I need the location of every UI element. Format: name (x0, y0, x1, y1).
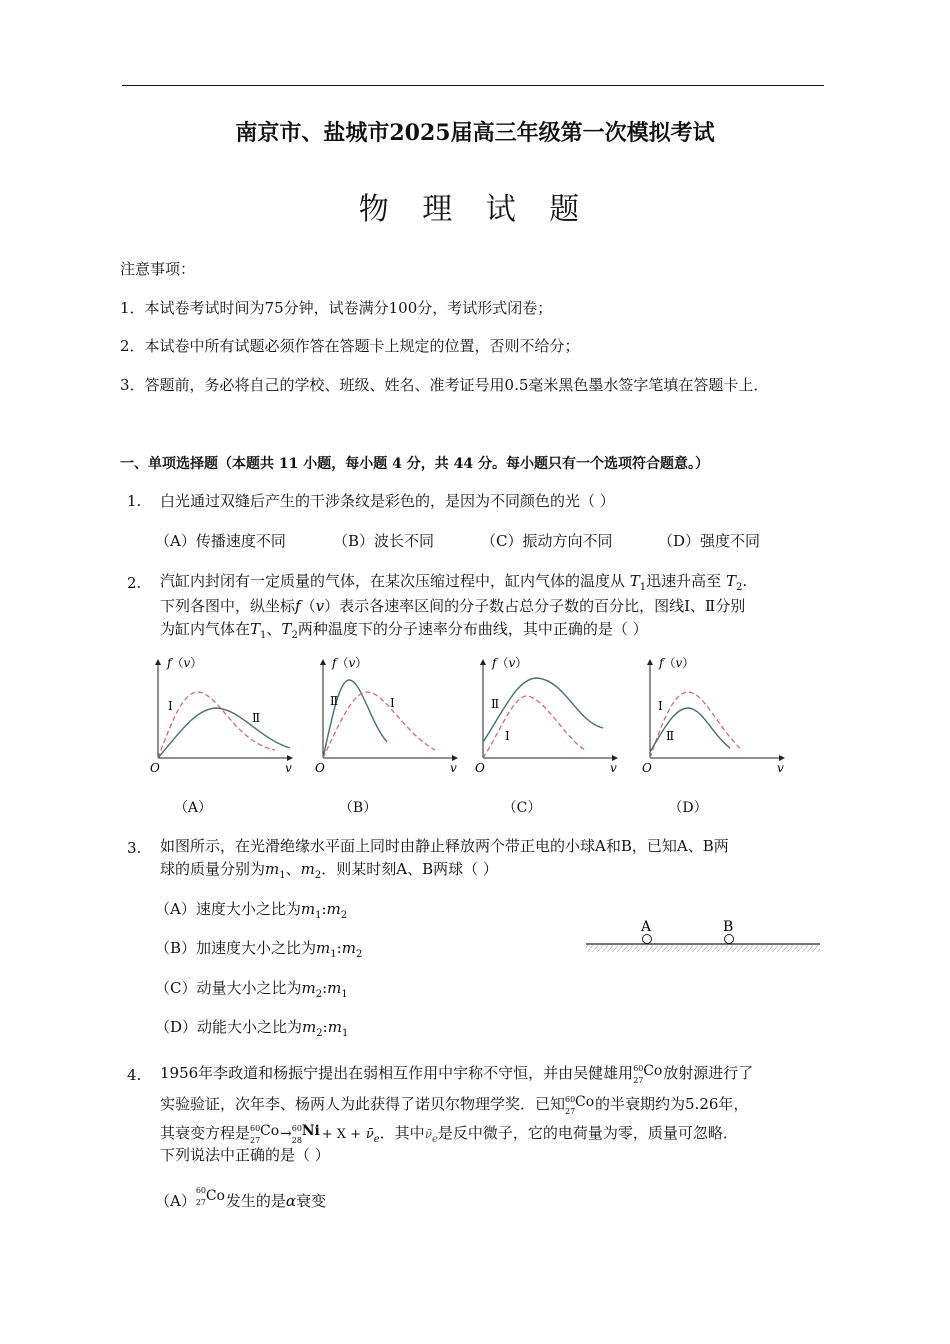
exam-title: 南京市、盐城市2025届高三年级第一次模拟考试 (235, 120, 715, 146)
co60-symbol: 60 27 Co (633, 1063, 663, 1085)
svg-text:O: O (150, 761, 160, 775)
q4-option-a: （A） 60 27 Co 发生的是α衰变 (155, 1186, 327, 1210)
svg-text:v: v (285, 761, 292, 775)
svg-text:Ⅰ: Ⅰ (390, 696, 395, 710)
q3-option-a: （A）速度大小之比为$m_1:m_2$ (155, 900, 348, 921)
svg-text:O: O (315, 761, 325, 775)
q3-line-1: 如图所示，在光滑绝缘水平面上同时由静止释放两个带正电的小球A和B，已知A、B两 (160, 837, 729, 855)
svg-text:f（v）: f（v） (167, 656, 203, 670)
q4-line-1: 1956年李政道和杨振宁提出在弱相互作用中宇称不守恒，并由吴健雄用 60 27 Co 放射源进行了 (160, 1063, 754, 1085)
svg-text:O: O (642, 761, 652, 775)
svg-text:Ⅰ: Ⅰ (658, 699, 663, 713)
q1-stem: 白光通过双缝后产生的干涉条纹是彩色的，是因为不同颜色的光（ ） (160, 492, 615, 510)
svg-text:v: v (777, 761, 784, 775)
notice-heading: 注意事项： (120, 260, 196, 278)
svg-text:Ⅱ: Ⅱ (330, 694, 339, 708)
svg-text:v: v (610, 761, 617, 775)
graph-b (315, 656, 457, 775)
q3-number: 3. (127, 839, 142, 857)
q2-number: 2. (127, 574, 142, 592)
q2-line-1: 汽缸内封闭有一定质量的气体，在某次压缩过程中，缸内气体的温度从 $T_1$迅速升高至 $T_2$. (160, 572, 748, 593)
decay-ni-symbol: 60 28 Ni (291, 1123, 320, 1145)
top-rule (122, 85, 824, 86)
q3-option-d: （D）动能大小之比为$m_2:m_1$ (155, 1018, 349, 1039)
svg-text:Ⅱ: Ⅱ (491, 697, 500, 711)
svg-text:v: v (450, 761, 457, 775)
graph-a-label: （A） (173, 800, 213, 816)
notice-item-3: 3．答题前，务必将自己的学校、班级、姓名、准考证号用0.5毫米黑色墨水签字笔填在答题卡上． (120, 376, 769, 394)
graph-d-label: （D） (668, 800, 708, 816)
notice-item-1: 1．本试卷考试时间为75分钟，试卷满分100分，考试形式闭卷； (120, 299, 553, 317)
ball-a-label: A (641, 919, 652, 935)
svg-text:Ⅱ: Ⅱ (252, 711, 261, 725)
graph-b-label: （B） (338, 800, 378, 816)
co60-symbol: 60 27 Co (195, 1186, 225, 1207)
graph-c (475, 656, 617, 775)
q3-option-b: （B）加速度大小之比为$m_1:m_2$ (155, 939, 363, 960)
decay-co-symbol: 60 27 Co (250, 1123, 280, 1145)
q2-line-3: 为缸内气体在$T_1$、$T_2$两种温度下的分子速率分布曲线，其中正确的是（ ） (160, 620, 648, 641)
q3-line-2: 球的质量分别为$m_1$、$m_2$．则某时刻A、B两球（ ） (160, 860, 498, 881)
svg-text:Ⅰ: Ⅰ (505, 729, 510, 743)
q2-graphs (140, 652, 800, 782)
q1-option-a: （A）传播速度不同 (155, 532, 286, 550)
q3-figure (584, 914, 824, 956)
co60-symbol: 60 27 Co (565, 1094, 595, 1116)
subject-title: 物 理 试 题 (358, 192, 592, 227)
svg-text:f（v）: f（v） (659, 656, 695, 670)
svg-text:Ⅱ: Ⅱ (666, 729, 675, 743)
q4-line-2: 实验验证，次年李、杨两人为此获得了诺贝尔物理学奖．已知 60 27 Co 的半衰期约为5.26年， (160, 1094, 749, 1116)
q4-number: 4. (127, 1066, 142, 1084)
notice-item-2: 2．本试卷中所有试题必须作答在答题卡上规定的位置，否则不给分； (120, 337, 580, 355)
q4-line-4: 下列说法中正确的是（ ） (160, 1146, 330, 1164)
svg-text:O: O (475, 761, 485, 775)
graph-c-label: （C） (502, 800, 542, 816)
ball-b-label: B (723, 919, 734, 935)
svg-text:Ⅰ: Ⅰ (168, 699, 173, 713)
graph-a (150, 656, 292, 775)
q2-line-2: 下列各图中，纵坐标f（v）表示各速率区间的分子数占总分子数的百分比，图线Ⅰ、Ⅱ分别 (160, 597, 746, 615)
graph-d (642, 656, 784, 775)
q1-option-c: （C）振动方向不同 (481, 532, 613, 550)
q4-line-3: 其衰变方程是 60 27 Co → 60 28 Ni + $X + \nū_e$．其中$\nū_e$是反中微子，它的电荷量为零，质量可忽略． (160, 1123, 738, 1145)
q1-number: 1. (127, 492, 142, 510)
section-heading: 一、单项选择题（本题共 11 小题，每小题 4 分，共 44 分。每小题只有一个选项符合题意。） (120, 456, 709, 472)
svg-text:f（v）: f（v） (492, 656, 528, 670)
q3-option-c: （C）动量大小之比为$m_2:m_1$ (155, 979, 348, 1000)
svg-text:f（v）: f（v） (332, 656, 368, 670)
q1-option-b: （B）波长不同 (333, 532, 435, 550)
q1-option-d: （D）强度不同 (658, 532, 761, 550)
